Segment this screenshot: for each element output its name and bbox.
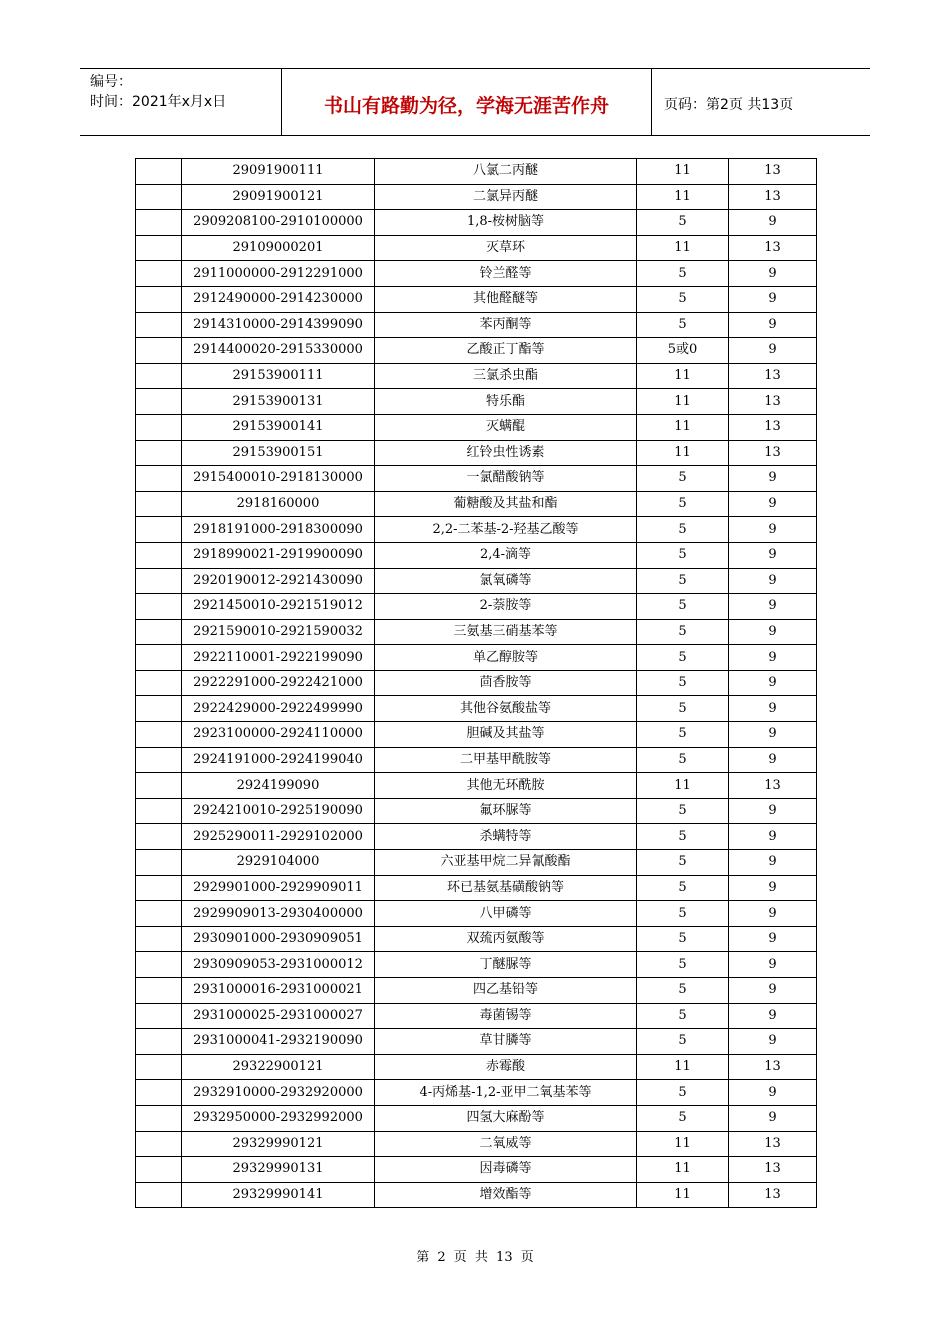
row-index-cell bbox=[136, 466, 182, 492]
row-index-cell bbox=[136, 645, 182, 671]
row-index-cell bbox=[136, 440, 182, 466]
code-cell: 2918191000-2918300090 bbox=[182, 517, 375, 543]
row-index-cell bbox=[136, 1182, 182, 1208]
table-row bbox=[136, 235, 817, 261]
code-cell: 2931000016-2931000021 bbox=[182, 978, 375, 1004]
product-name-cell: 茴香胺等 bbox=[375, 670, 637, 696]
tax-rate-cell: 9 bbox=[729, 338, 817, 364]
table-row bbox=[136, 210, 817, 236]
tax-rate-cell: 9 bbox=[729, 952, 817, 978]
header-slogan: 书山有路勤为径，学海无涯苦作舟 bbox=[282, 69, 652, 135]
tax-rate-cell: 9 bbox=[729, 517, 817, 543]
product-name-cell: 灭螨醌 bbox=[375, 414, 637, 440]
table-row bbox=[136, 645, 817, 671]
table-row bbox=[136, 926, 817, 952]
code-cell: 2922110001-2922199090 bbox=[182, 645, 375, 671]
row-index-cell bbox=[136, 926, 182, 952]
code-cell: 2918990021-2919900090 bbox=[182, 542, 375, 568]
rate-cell: 5 bbox=[637, 875, 729, 901]
code-cell: 2923100000-2924110000 bbox=[182, 722, 375, 748]
rate-cell: 5 bbox=[637, 286, 729, 312]
rate-cell: 5 bbox=[637, 261, 729, 287]
row-index-cell bbox=[136, 670, 182, 696]
product-name-cell: 八甲磷等 bbox=[375, 901, 637, 927]
rate-cell: 11 bbox=[637, 363, 729, 389]
table-row bbox=[136, 1131, 817, 1157]
rate-cell: 5 bbox=[637, 798, 729, 824]
rate-cell: 5 bbox=[637, 747, 729, 773]
table-row bbox=[136, 670, 817, 696]
table-row bbox=[136, 1105, 817, 1131]
rate-cell: 5 bbox=[637, 1080, 729, 1106]
code-cell: 2911000000-2912291000 bbox=[182, 261, 375, 287]
tax-rate-cell: 13 bbox=[729, 389, 817, 415]
product-name-cell: 丁醚脲等 bbox=[375, 952, 637, 978]
tax-rate-cell: 9 bbox=[729, 619, 817, 645]
row-index-cell bbox=[136, 363, 182, 389]
product-name-cell: 胆碱及其盐等 bbox=[375, 722, 637, 748]
table-row bbox=[136, 619, 817, 645]
table-body bbox=[136, 159, 817, 1208]
tax-rate-cell: 9 bbox=[729, 542, 817, 568]
tax-rate-cell: 9 bbox=[729, 696, 817, 722]
code-cell: 2924199090 bbox=[182, 773, 375, 799]
rate-cell: 11 bbox=[637, 159, 729, 185]
code-cell: 29153900141 bbox=[182, 414, 375, 440]
table-row bbox=[136, 466, 817, 492]
tax-rate-cell: 13 bbox=[729, 1157, 817, 1183]
code-cell: 2930909053-2931000012 bbox=[182, 952, 375, 978]
rate-cell: 5 bbox=[637, 312, 729, 338]
row-index-cell bbox=[136, 1054, 182, 1080]
table-row bbox=[136, 952, 817, 978]
tax-rate-cell: 9 bbox=[729, 261, 817, 287]
tax-rate-cell: 9 bbox=[729, 286, 817, 312]
code-cell: 2920190012-2921430090 bbox=[182, 568, 375, 594]
row-index-cell bbox=[136, 389, 182, 415]
rate-cell: 11 bbox=[637, 1157, 729, 1183]
code-cell: 2912490000-2914230000 bbox=[182, 286, 375, 312]
rate-cell: 11 bbox=[637, 235, 729, 261]
code-cell: 2921590010-2921590032 bbox=[182, 619, 375, 645]
row-index-cell bbox=[136, 312, 182, 338]
product-name-cell: 草甘膦等 bbox=[375, 1029, 637, 1055]
table-row bbox=[136, 850, 817, 876]
rate-cell: 5 bbox=[637, 645, 729, 671]
rate-cell: 5 bbox=[637, 952, 729, 978]
row-index-cell bbox=[136, 261, 182, 287]
product-name-cell: 三氯杀虫酯 bbox=[375, 363, 637, 389]
row-index-cell bbox=[136, 773, 182, 799]
code-cell: 29153900111 bbox=[182, 363, 375, 389]
table-row bbox=[136, 1029, 817, 1055]
table-row bbox=[136, 568, 817, 594]
row-index-cell bbox=[136, 850, 182, 876]
tax-rate-cell: 9 bbox=[729, 568, 817, 594]
tax-rate-cell: 9 bbox=[729, 850, 817, 876]
code-cell: 29322900121 bbox=[182, 1054, 375, 1080]
product-name-cell: 单乙醇胺等 bbox=[375, 645, 637, 671]
page-footer: 第 2 页 共 13 页 bbox=[416, 1250, 534, 1265]
rate-cell: 5 bbox=[637, 850, 729, 876]
table-row bbox=[136, 875, 817, 901]
tax-rate-cell: 9 bbox=[729, 747, 817, 773]
rate-cell: 11 bbox=[637, 389, 729, 415]
code-cell: 2931000041-2932190090 bbox=[182, 1029, 375, 1055]
tax-rate-cell: 13 bbox=[729, 184, 817, 210]
code-cell: 29109000201 bbox=[182, 235, 375, 261]
table-row bbox=[136, 517, 817, 543]
row-index-cell bbox=[136, 1105, 182, 1131]
product-name-cell: 二氧威等 bbox=[375, 1131, 637, 1157]
product-name-cell: 双巯丙氨酸等 bbox=[375, 926, 637, 952]
row-index-cell bbox=[136, 978, 182, 1004]
table-row bbox=[136, 901, 817, 927]
tax-rate-cell: 13 bbox=[729, 773, 817, 799]
tax-rate-cell: 9 bbox=[729, 210, 817, 236]
code-cell: 2914400020-2915330000 bbox=[182, 338, 375, 364]
tax-rate-cell: 9 bbox=[729, 466, 817, 492]
tax-rate-cell: 9 bbox=[729, 312, 817, 338]
rate-cell: 5 bbox=[637, 824, 729, 850]
code-cell: 2930901000-2930909051 bbox=[182, 926, 375, 952]
code-cell: 29091900121 bbox=[182, 184, 375, 210]
document-time-label: 时间：2021年x月x日 bbox=[90, 94, 227, 110]
rate-cell: 5 bbox=[637, 926, 729, 952]
product-name-cell: 杀螨特等 bbox=[375, 824, 637, 850]
product-name-cell: 六亚基甲烷二异氰酸酯 bbox=[375, 850, 637, 876]
table-row bbox=[136, 184, 817, 210]
product-name-cell: 八氯二丙醚 bbox=[375, 159, 637, 185]
code-cell: 2918160000 bbox=[182, 491, 375, 517]
row-index-cell bbox=[136, 568, 182, 594]
code-cell: 2925290011-2929102000 bbox=[182, 824, 375, 850]
product-name-cell: 2,4-滴等 bbox=[375, 542, 637, 568]
rate-cell: 11 bbox=[637, 440, 729, 466]
row-index-cell bbox=[136, 235, 182, 261]
row-index-cell bbox=[136, 1157, 182, 1183]
table-row bbox=[136, 389, 817, 415]
rate-cell: 5 bbox=[637, 978, 729, 1004]
tax-rate-cell: 9 bbox=[729, 926, 817, 952]
header-page-info: 页码：第2页 共13页 bbox=[664, 97, 794, 113]
row-index-cell bbox=[136, 722, 182, 748]
table-row bbox=[136, 440, 817, 466]
product-name-cell: 一氯醋酸钠等 bbox=[375, 466, 637, 492]
rate-cell: 11 bbox=[637, 1054, 729, 1080]
tax-rate-cell: 9 bbox=[729, 824, 817, 850]
row-index-cell bbox=[136, 798, 182, 824]
product-name-cell: 2-萘胺等 bbox=[375, 594, 637, 620]
product-name-cell: 增效酯等 bbox=[375, 1182, 637, 1208]
product-name-cell: 赤霉酸 bbox=[375, 1054, 637, 1080]
tax-rate-cell: 9 bbox=[729, 1080, 817, 1106]
rate-cell: 5 bbox=[637, 901, 729, 927]
row-index-cell bbox=[136, 1029, 182, 1055]
row-index-cell bbox=[136, 414, 182, 440]
code-cell: 2924191000-2924199040 bbox=[182, 747, 375, 773]
rate-cell: 5 bbox=[637, 1003, 729, 1029]
code-cell: 2929901000-2929909011 bbox=[182, 875, 375, 901]
document-number-label: 编号： bbox=[90, 74, 132, 90]
row-index-cell bbox=[136, 952, 182, 978]
table-row bbox=[136, 696, 817, 722]
table-row bbox=[136, 1003, 817, 1029]
row-index-cell bbox=[136, 159, 182, 185]
code-cell: 2929909013-2930400000 bbox=[182, 901, 375, 927]
product-name-cell: 铃兰醛等 bbox=[375, 261, 637, 287]
tax-rate-cell: 9 bbox=[729, 1105, 817, 1131]
row-index-cell bbox=[136, 184, 182, 210]
product-name-cell: 三氨基三硝基苯等 bbox=[375, 619, 637, 645]
product-name-cell: 氯氧磷等 bbox=[375, 568, 637, 594]
code-cell: 2924210010-2925190090 bbox=[182, 798, 375, 824]
product-name-cell: 二甲基甲酰胺等 bbox=[375, 747, 637, 773]
product-name-cell: 其他谷氨酸盐等 bbox=[375, 696, 637, 722]
product-name-cell: 红铃虫性诱素 bbox=[375, 440, 637, 466]
tax-rate-cell: 9 bbox=[729, 594, 817, 620]
product-name-cell: 其他醛醚等 bbox=[375, 286, 637, 312]
rate-cell: 5 bbox=[637, 491, 729, 517]
product-name-cell: 2,2-二苯基-2-羟基乙酸等 bbox=[375, 517, 637, 543]
table-row bbox=[136, 312, 817, 338]
code-cell: 2915400010-2918130000 bbox=[182, 466, 375, 492]
table-row bbox=[136, 747, 817, 773]
tax-rate-cell: 9 bbox=[729, 901, 817, 927]
table-row bbox=[136, 594, 817, 620]
tax-rate-cell: 13 bbox=[729, 1182, 817, 1208]
tax-rate-cell: 13 bbox=[729, 235, 817, 261]
table-row bbox=[136, 1054, 817, 1080]
table-row bbox=[136, 159, 817, 185]
product-name-cell: 其他无环酰胺 bbox=[375, 773, 637, 799]
code-cell: 2914310000-2914399090 bbox=[182, 312, 375, 338]
code-cell: 29329990131 bbox=[182, 1157, 375, 1183]
row-index-cell bbox=[136, 696, 182, 722]
rate-cell: 5 bbox=[637, 517, 729, 543]
table-row bbox=[136, 542, 817, 568]
table-row bbox=[136, 1157, 817, 1183]
row-index-cell bbox=[136, 210, 182, 236]
row-index-cell bbox=[136, 875, 182, 901]
tax-rate-cell: 13 bbox=[729, 1054, 817, 1080]
product-name-cell: 苯丙酮等 bbox=[375, 312, 637, 338]
product-name-cell: 葡糖酸及其盐和酯 bbox=[375, 491, 637, 517]
table-row bbox=[136, 824, 817, 850]
rate-cell: 5 bbox=[637, 1105, 729, 1131]
rate-cell: 5 bbox=[637, 210, 729, 236]
rate-cell: 5 bbox=[637, 594, 729, 620]
rate-cell: 5 bbox=[637, 696, 729, 722]
code-cell: 2922429000-2922499990 bbox=[182, 696, 375, 722]
tax-rate-cell: 9 bbox=[729, 670, 817, 696]
code-cell: 29153900131 bbox=[182, 389, 375, 415]
rate-cell: 5或0 bbox=[637, 338, 729, 364]
table-row bbox=[136, 414, 817, 440]
row-index-cell bbox=[136, 1131, 182, 1157]
product-name-cell: 乙酸正丁酯等 bbox=[375, 338, 637, 364]
table-row bbox=[136, 338, 817, 364]
header-meta bbox=[80, 69, 282, 135]
row-index-cell bbox=[136, 901, 182, 927]
row-index-cell bbox=[136, 491, 182, 517]
row-index-cell bbox=[136, 1003, 182, 1029]
table-row bbox=[136, 261, 817, 287]
rate-cell: 11 bbox=[637, 414, 729, 440]
product-name-cell: 毒菌锡等 bbox=[375, 1003, 637, 1029]
code-cell: 29153900151 bbox=[182, 440, 375, 466]
rate-cell: 5 bbox=[637, 466, 729, 492]
tax-rate-cell: 9 bbox=[729, 1003, 817, 1029]
row-index-cell bbox=[136, 542, 182, 568]
row-index-cell bbox=[136, 594, 182, 620]
rate-cell: 5 bbox=[637, 619, 729, 645]
rate-cell: 11 bbox=[637, 1182, 729, 1208]
product-name-cell: 环已基氨基磺酸钠等 bbox=[375, 875, 637, 901]
page-header bbox=[80, 68, 870, 136]
table-row bbox=[136, 773, 817, 799]
tariff-code-table bbox=[135, 158, 817, 1208]
product-name-cell: 4-丙烯基-1,2-亚甲二氧基苯等 bbox=[375, 1080, 637, 1106]
tax-rate-cell: 9 bbox=[729, 1029, 817, 1055]
code-cell: 2922291000-2922421000 bbox=[182, 670, 375, 696]
product-name-cell: 1,8-桉树脑等 bbox=[375, 210, 637, 236]
code-cell: 2909208100-2910100000 bbox=[182, 210, 375, 236]
rate-cell: 5 bbox=[637, 670, 729, 696]
row-index-cell bbox=[136, 517, 182, 543]
code-cell: 2921450010-2921519012 bbox=[182, 594, 375, 620]
code-cell: 2932910000-2932920000 bbox=[182, 1080, 375, 1106]
product-name-cell: 氟环脲等 bbox=[375, 798, 637, 824]
tax-rate-cell: 13 bbox=[729, 159, 817, 185]
table-row bbox=[136, 363, 817, 389]
tax-rate-cell: 13 bbox=[729, 414, 817, 440]
code-cell: 29329990141 bbox=[182, 1182, 375, 1208]
code-cell: 29091900111 bbox=[182, 159, 375, 185]
row-index-cell bbox=[136, 747, 182, 773]
tax-rate-cell: 9 bbox=[729, 798, 817, 824]
row-index-cell bbox=[136, 824, 182, 850]
row-index-cell bbox=[136, 338, 182, 364]
tax-rate-cell: 9 bbox=[729, 491, 817, 517]
tax-rate-cell: 9 bbox=[729, 875, 817, 901]
rate-cell: 5 bbox=[637, 722, 729, 748]
code-cell: 2929104000 bbox=[182, 850, 375, 876]
tax-rate-cell: 9 bbox=[729, 722, 817, 748]
rate-cell: 11 bbox=[637, 184, 729, 210]
product-name-cell: 因毒磷等 bbox=[375, 1157, 637, 1183]
rate-cell: 5 bbox=[637, 1029, 729, 1055]
row-index-cell bbox=[136, 286, 182, 312]
table-row bbox=[136, 798, 817, 824]
tax-rate-cell: 9 bbox=[729, 978, 817, 1004]
tax-rate-cell: 13 bbox=[729, 1131, 817, 1157]
table-row bbox=[136, 978, 817, 1004]
product-name-cell: 灭草环 bbox=[375, 235, 637, 261]
product-name-cell: 特乐酯 bbox=[375, 389, 637, 415]
code-cell: 29329990121 bbox=[182, 1131, 375, 1157]
product-name-cell: 四乙基铅等 bbox=[375, 978, 637, 1004]
tax-rate-cell: 13 bbox=[729, 363, 817, 389]
table-row bbox=[136, 722, 817, 748]
product-name-cell: 二氯异丙醚 bbox=[375, 184, 637, 210]
code-cell: 2931000025-2931000027 bbox=[182, 1003, 375, 1029]
row-index-cell bbox=[136, 619, 182, 645]
product-name-cell: 四氢大麻酚等 bbox=[375, 1105, 637, 1131]
rate-cell: 11 bbox=[637, 1131, 729, 1157]
rate-cell: 5 bbox=[637, 542, 729, 568]
table-row bbox=[136, 1080, 817, 1106]
rate-cell: 5 bbox=[637, 568, 729, 594]
rate-cell: 11 bbox=[637, 773, 729, 799]
tax-rate-cell: 9 bbox=[729, 645, 817, 671]
row-index-cell bbox=[136, 1080, 182, 1106]
table-row bbox=[136, 491, 817, 517]
table-row bbox=[136, 286, 817, 312]
code-cell: 2932950000-2932992000 bbox=[182, 1105, 375, 1131]
table-row bbox=[136, 1182, 817, 1208]
tax-rate-cell: 13 bbox=[729, 440, 817, 466]
